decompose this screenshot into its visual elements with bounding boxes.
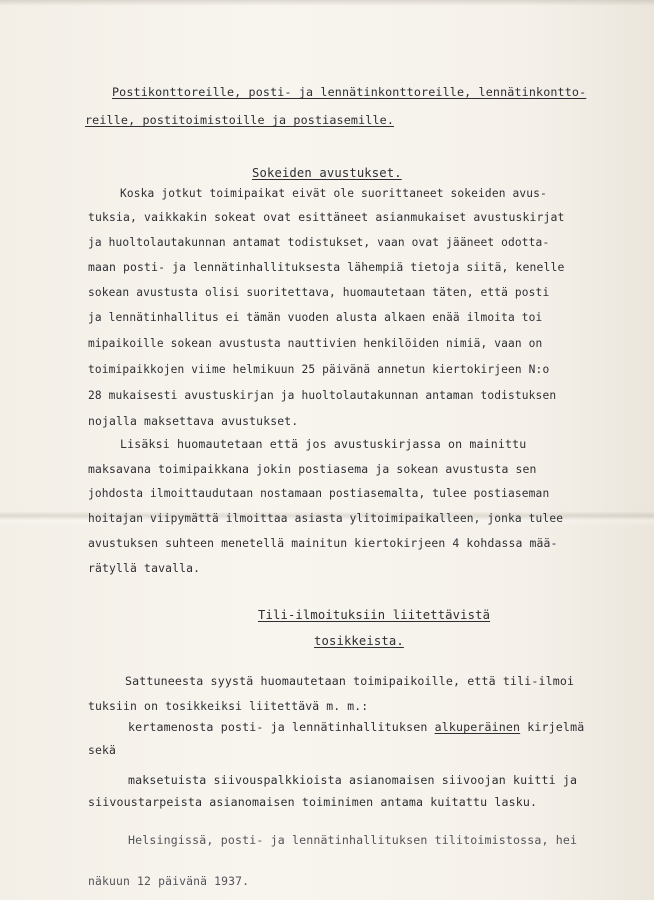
paragraph-2-line: hoitajan viipymättä ilmoittaa asiasta ylitoimipaikalleen, jonka tulee: [88, 512, 564, 525]
address-line-2: reille, postitoimistoille ja postiasemille.: [85, 113, 395, 127]
paragraph-1-line: ja lennätinhallitus ei tämän vuoden alusta alkaen enää ilmoita toi: [88, 311, 543, 324]
list-item-siivous-continuation: siivoustarpeista asianomaisen toiminimen antama kuitattu lasku.: [88, 795, 538, 809]
section-title-sokeiden-avustukset: Sokeiden avustukset.: [252, 166, 402, 180]
paragraph-2-line: avustuksen suhteen menetellä mainitun kiertokirjeen 4 kohdassa mää-: [88, 536, 558, 550]
paragraph-1-line: 28 mukaisesti avustuskirjan ja huoltolautakunnan antaman todistuksen: [88, 389, 557, 402]
section-title-tosikkeista: tosikkeista.: [314, 634, 404, 648]
paragraph-2-line: maksavana toimipaikkana jokin postiasema ja sokean avustusta sen: [88, 462, 537, 476]
closing-line: Helsingissä, posti- ja lennätinhallituksen tilitoimistossa, hei: [128, 833, 578, 847]
list-item-text: kertamenosta posti- ja lennätinhallituksen: [128, 720, 435, 734]
paragraph-1-line: toimipaikkojen viime helmikuun 25 päivänä annetun kiertokirjeen N:o: [88, 363, 550, 376]
paragraph-2-line: johdosta ilmoittaudutaan nostamaan postiasemalta, tulee postiaseman: [88, 487, 550, 500]
underlined-word-alkuperainen: alkuperäinen: [434, 720, 521, 734]
section-title-tili-ilmoituksiin: Tili-ilmoituksiin liitettävistä: [258, 608, 491, 622]
list-item-kertamenosta: [128, 719, 584, 735]
list-item-continuation: sekä: [88, 743, 117, 757]
paragraph-3-line: Sattuneesta syystä huomautetaan toimipaikoille, että tili-ilmoi: [125, 674, 575, 688]
paragraph-1-line: nojalla maksettava avustukset.: [88, 414, 299, 428]
paragraph-1-line: Koska jotkut toimipaikat eivät ole suorittaneet sokeiden avus-: [120, 187, 547, 200]
list-item-text: kirjelmä: [520, 720, 585, 734]
paragraph-2-line: rätyllä tavalla.: [88, 561, 201, 575]
paragraph-1-line: sokean avustusta olisi suoritettava, huomautetaan täten, että posti: [88, 286, 550, 299]
closing-date-line: näkuun 12 päivänä 1937.: [88, 874, 250, 888]
paragraph-1-line: tuksia, vaikkakin sokeat ovat esittäneet asianmukaiset avustuskirjat: [88, 210, 565, 224]
paragraph-1-line: maan posti- ja lennätinhallituksesta lähempiä tietoja siitä, kenelle: [88, 260, 565, 274]
list-item-siivous: maksetuista siivouspalkkioista asianomaisen siivoojan kuitti ja: [128, 773, 578, 787]
paragraph-2-line: Lisäksi huomautetaan että jos avustuskirjassa on mainittu: [120, 437, 527, 451]
paragraph-3-line: tuksiin on tosikkeiksi liitettävä m. m.:: [88, 699, 369, 713]
paragraph-1-line: ja huoltolautakunnan antamat todistukset, vaan ovat jääneet odotta-: [88, 236, 550, 249]
address-line-1: Postikonttoreille, posti- ja lennätinkonttoreille, lennätinkontto-: [112, 85, 587, 99]
paragraph-1-line: mipaikoille sokean avustusta nauttivien henkilöiden nimiä, vaan on: [88, 337, 543, 350]
